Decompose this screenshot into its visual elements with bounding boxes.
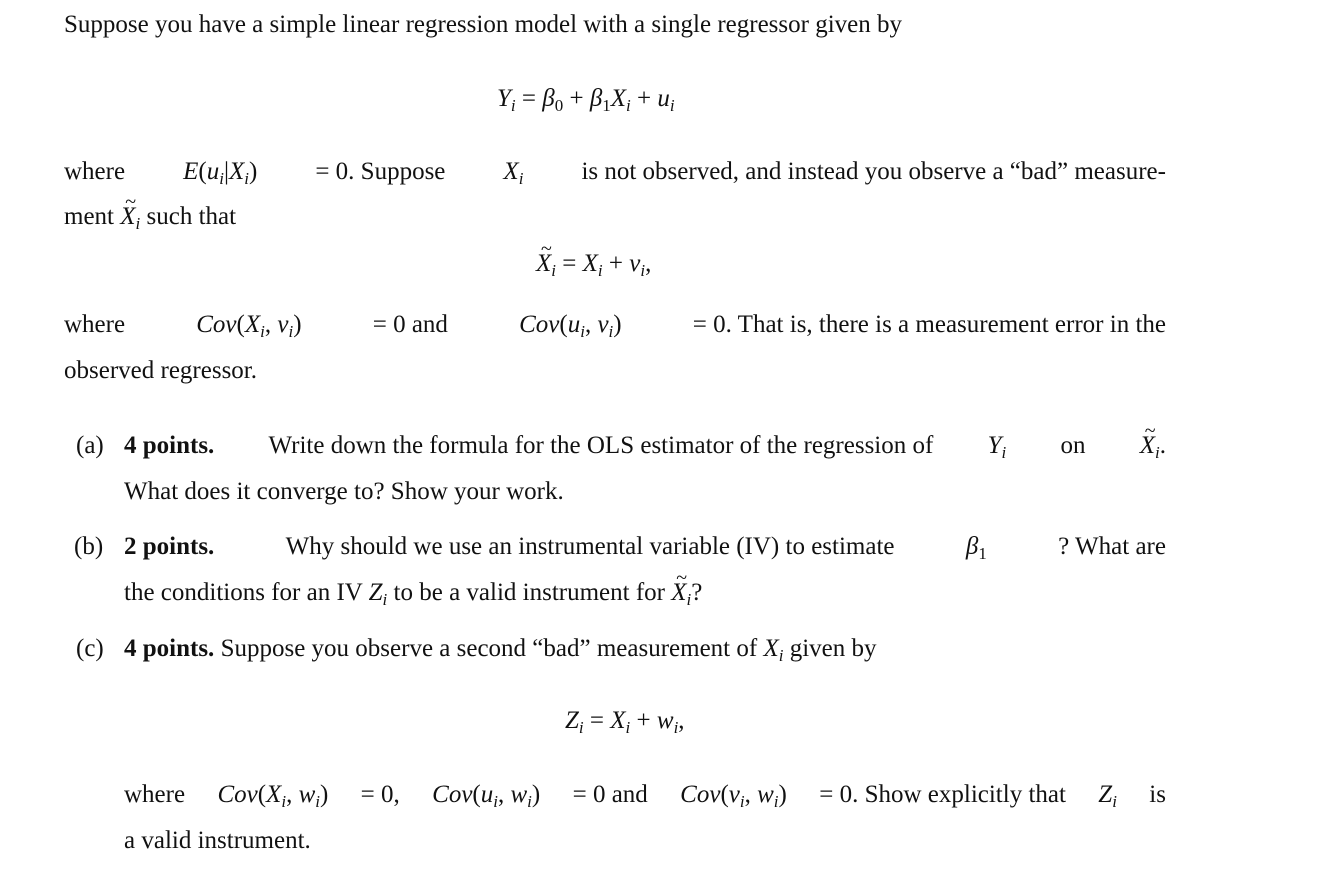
word: is [1149, 781, 1166, 808]
item-c-line-2 [124, 780, 1166, 810]
word: given by [789, 635, 877, 662]
word: What does it converge to? Show your work. [124, 478, 564, 505]
word: = 0. That is, there is a measurement error in the [692, 311, 1166, 338]
word: on [1060, 432, 1086, 459]
word: ? What are [1058, 533, 1166, 560]
x-var: $X_i$ [763, 635, 784, 665]
word: Suppose you observe a second “bad” measurement of [220, 635, 758, 662]
word: where [64, 158, 126, 185]
word: the conditions for an IV [124, 579, 363, 606]
points: 4 points. [124, 432, 215, 459]
measurement-equation: ~ $X_i = X_i + v_i$, [536, 249, 651, 279]
word: observed regressor. [64, 357, 257, 384]
x-tilde-var: ~ $X_i$. [1140, 431, 1166, 461]
word: is not observed, and instead you observe a “bad” measure- [581, 158, 1166, 185]
word: = 0. Show explicitly that [819, 781, 1066, 808]
paragraph-2-line-1 [64, 157, 1166, 187]
word: = 0. Suppose [315, 158, 446, 185]
item-a-line-2 [124, 477, 564, 507]
word: to be a valid instrument for [393, 579, 665, 606]
word: = 0 and [572, 781, 648, 808]
item-label: (b) [74, 533, 104, 560]
beta1-var: $\beta_1$ [965, 533, 987, 563]
paragraph-3-line-2 [64, 356, 257, 386]
intro-text: Suppose you have a simple linear regression model with a single regressor given by [64, 11, 903, 38]
regression-equation: $Y_i = \beta_0 + \beta_1X_i + u_i$ [497, 85, 675, 115]
word: where [64, 311, 126, 338]
instrument-equation: $Z_i = X_i + w_i$, [565, 707, 685, 737]
expectation-expr: $E(u_i|X_i)$ [183, 158, 258, 188]
word: Why should we use an instrumental variable (IV) to estimate [285, 533, 895, 560]
word: a valid instrument. [124, 827, 311, 854]
cov-expr: $Cov(v_i$, $w_i$) [680, 781, 787, 811]
paragraph-2-line-2 [64, 202, 236, 232]
word: where [124, 781, 186, 808]
word: = 0 and [372, 311, 448, 338]
item-c-line-3 [124, 826, 311, 856]
x-var: $X_i$ [503, 158, 524, 188]
word: ? [691, 579, 703, 606]
x-tilde-var: ~ $X_i$ [120, 203, 140, 230]
item-a-line-1 [124, 431, 1166, 461]
item-c-line-1 [124, 634, 877, 664]
points: 4 points. [124, 635, 215, 662]
word: Write down the formula for the OLS estimator of the regression of [268, 432, 934, 459]
z-var: $Z_i$ [1098, 781, 1117, 811]
item-b-label [74, 532, 103, 562]
cov-expr: $Cov(u_i$, $w_i$) [432, 781, 541, 811]
y-var: $Y_i$ [987, 432, 1007, 462]
word: = 0, [360, 781, 400, 808]
item-label: (c) [76, 635, 104, 662]
points: 2 points. [124, 533, 215, 560]
word: such that [146, 203, 237, 230]
z-var: $Z_i$ [368, 579, 388, 609]
item-b-line-1 [124, 532, 1166, 562]
cov-expr: $Cov(u_i$, $v_i$) [519, 311, 622, 341]
cov-expr: $Cov(X_i$, $w_i$) [217, 781, 329, 811]
intro-line [64, 10, 902, 40]
x-tilde-var: ~ $X_i$ [671, 579, 691, 606]
item-label: (a) [76, 432, 104, 459]
word: ment [64, 203, 114, 230]
paragraph-3-line-1 [64, 310, 1166, 340]
item-a-label [76, 431, 104, 461]
item-b-line-2 [124, 578, 702, 608]
cov-expr: $Cov(X_i$, $v_i$) [196, 311, 302, 341]
item-c-label [76, 634, 104, 664]
